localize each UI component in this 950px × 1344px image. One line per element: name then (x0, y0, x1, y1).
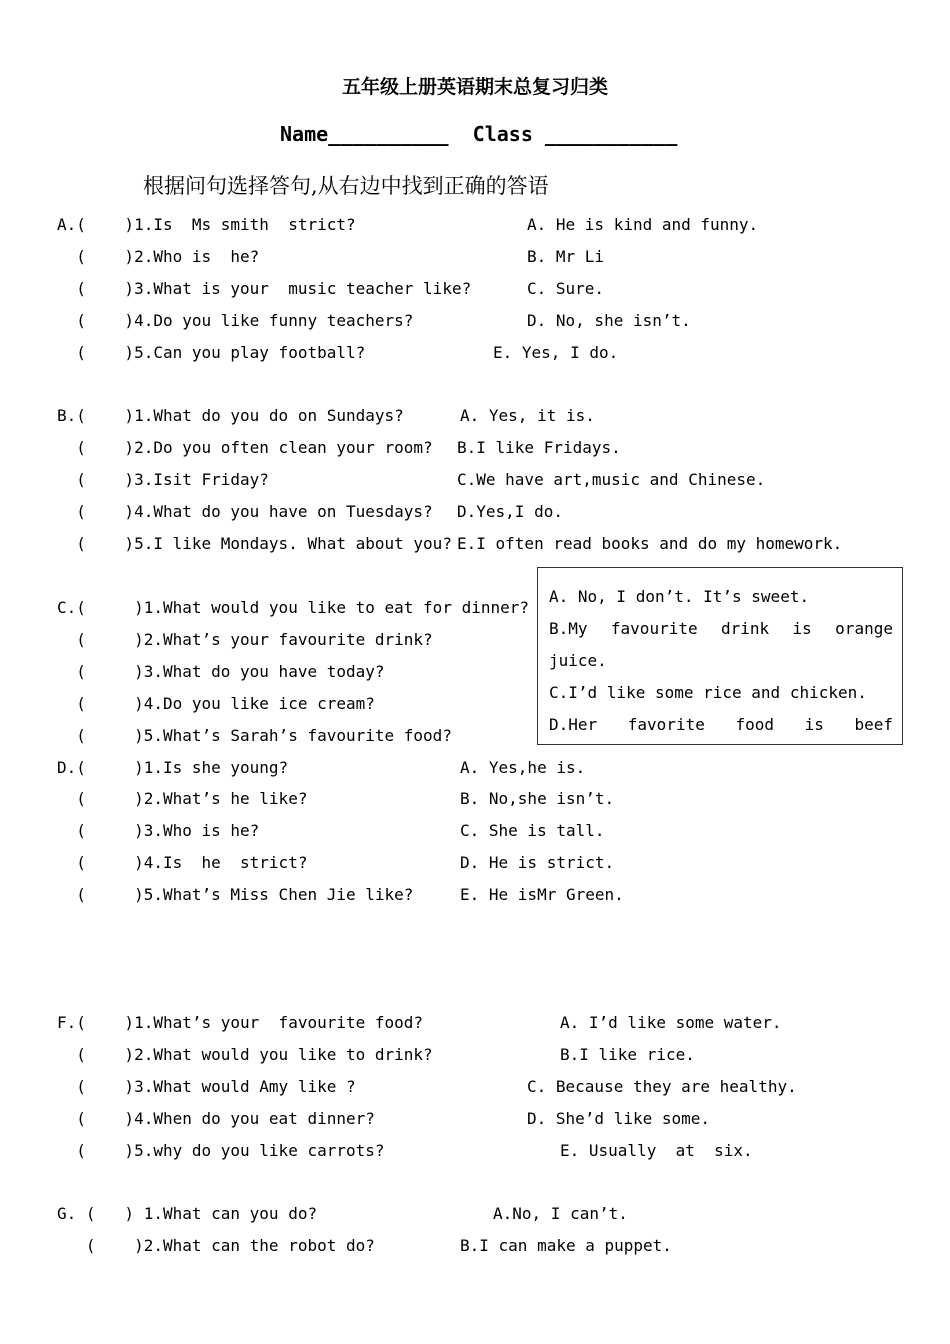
box-word: orange (835, 619, 893, 638)
box-word: favourite (610, 619, 698, 638)
answer-line: D.Yes,I do. (457, 502, 563, 521)
question-line: C.( )1.What would you like to eat for dinner? (57, 598, 530, 617)
box-answer-c: C.I’d like some rice and chicken. (549, 683, 867, 702)
answer-line: A. He is kind and funny. (527, 215, 759, 234)
answer-line: C. Because they are healthy. (527, 1077, 797, 1096)
question-line: F.( )1.What’s your favourite food? (57, 1013, 424, 1032)
answer-line: A. I’d like some water. (560, 1013, 782, 1032)
question-line: ( )4.When do you eat dinner? (57, 1109, 375, 1128)
question-line: ( )4.Do you like ice cream? (57, 694, 375, 713)
question-line: ( )2.Do you often clean your room? (57, 438, 433, 457)
question-line: D.( )1.Is she young? (57, 758, 289, 777)
question-line: ( )2.Who is he? (57, 247, 260, 266)
question-line: B.( )1.What do you do on Sundays? (57, 406, 404, 425)
answer-line: E. Usually at six. (560, 1141, 753, 1160)
answer-line: B. Mr Li (527, 247, 605, 266)
question-line: ( )4.Is he strict? (57, 853, 308, 872)
name-class-line: Name__________ Class ___________ (280, 122, 678, 146)
question-line: ( )2.What’s he like? (57, 789, 308, 808)
question-line: ( )5.I like Mondays. What about you? (57, 534, 452, 553)
answer-box (537, 567, 903, 745)
box-word: drink (720, 619, 770, 638)
box-word: D.Her (549, 715, 598, 734)
question-line: ( )3.Isit Friday? (57, 470, 269, 489)
answer-line: D. She’d like some. (527, 1109, 711, 1128)
answer-line: E.I often read books and do my homework. (457, 534, 843, 553)
question-line: ( )2.What’s your favourite drink? (57, 630, 433, 649)
question-line: A.( )1.Is Ms smith strict? (57, 215, 356, 234)
question-line: ( )2.What can the robot do? (57, 1236, 375, 1255)
question-line: ( )3.What do you have today? (57, 662, 385, 681)
answer-line: B.I can make a puppet. (460, 1236, 672, 1255)
box-word: favorite (627, 715, 705, 734)
box-word: beef (854, 715, 893, 734)
answer-line: C. She is tall. (460, 821, 605, 840)
box-answer-b-cont: juice. (549, 651, 607, 670)
box-answer-b (549, 619, 893, 639)
answer-line: B. No,she isn’t. (460, 789, 615, 808)
page-title: 五年级上册英语期末总复习归类 (341, 76, 608, 98)
answer-line: D. He is strict. (460, 853, 615, 872)
question-line: ( )4.Do you like funny teachers? (57, 311, 414, 330)
question-line: ( )5.why do you like carrots? (57, 1141, 385, 1160)
box-word: is (804, 715, 824, 734)
answer-line: A. Yes, it is. (460, 406, 595, 425)
question-line: ( )2.What would you like to drink? (57, 1045, 433, 1064)
question-line: ( )5.What’s Miss Chen Jie like? (57, 885, 414, 904)
question-line: ( )4.What do you have on Tuesdays? (57, 502, 433, 521)
answer-line: B.I like rice. (560, 1045, 695, 1064)
instruction: 根据问句选择答句,从右边中找到正确的答语 (143, 174, 549, 198)
question-line: ( )3.Who is he? (57, 821, 260, 840)
question-line: ( )5.Can you play football? (57, 343, 366, 362)
answer-line: E. He isMr Green. (460, 885, 624, 904)
answer-line: A.No, I can’t. (493, 1204, 628, 1223)
question-line: ( )3.What would Amy like ? (57, 1077, 356, 1096)
box-answer-d (549, 715, 893, 735)
question-line: G. ( ) 1.What can you do? (57, 1204, 318, 1223)
question-line: ( )3.What is your music teacher like? (57, 279, 472, 298)
answer-line: D. No, she isn’t. (527, 311, 691, 330)
box-word: is (792, 619, 812, 638)
answer-line: C. Sure. (527, 279, 605, 298)
question-line: ( )5.What’s Sarah’s favourite food? (57, 726, 452, 745)
box-word: food (735, 715, 774, 734)
box-answer-a: A. No, I don’t. It’s sweet. (549, 587, 810, 606)
answer-line: C.We have art,music and Chinese. (457, 470, 766, 489)
answer-line: A. Yes,he is. (460, 758, 586, 777)
answer-line: B.I like Fridays. (457, 438, 621, 457)
box-word: B.My (549, 619, 588, 638)
answer-line: E. Yes, I do. (493, 343, 619, 362)
